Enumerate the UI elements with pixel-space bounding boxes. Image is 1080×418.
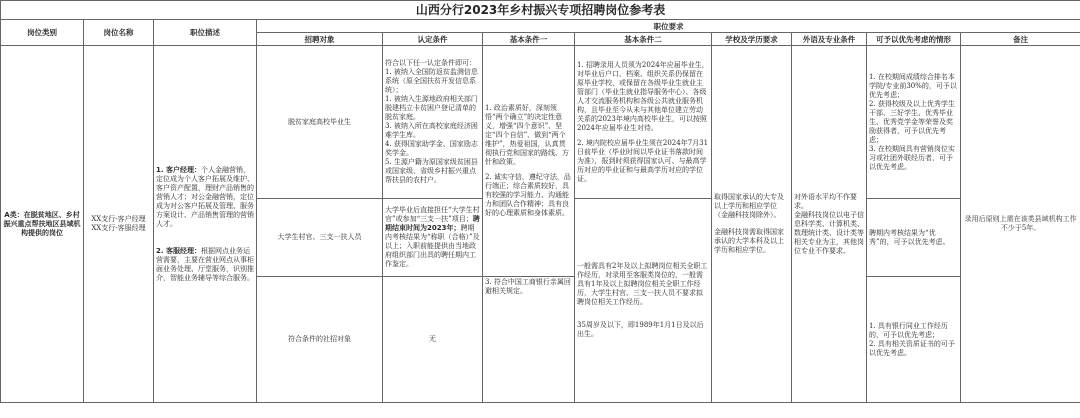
- position-name-cell: XX支行-客户经理 XX支行-客服经理: [84, 46, 154, 403]
- basic1-cell-3: 3. 符合中国工商银行亲属回避相关规定。: [483, 277, 575, 403]
- cert2-part-a: 大学毕业后直接担任“大学生村官”或参加“三支一扶”项目；: [385, 206, 480, 223]
- header-category: 岗位类别: [1, 20, 84, 46]
- category-cell: A类：在脱贫地区、乡村振兴重点帮扶地区县域机构提供的岗位: [1, 46, 84, 403]
- priority-cell-1: 1. 在校期间成绩综合排名本学院/专业前30%的，可予以优先考虑； 2. 获得校级及以上优秀学生干部、三好学生、优秀毕业生、优秀党学金等荣誉及奖励获得者，可予以优先考虑； 3. 在校期间具有营销岗位实习或社团外联经历者，可予以优先考虑。: [867, 46, 961, 199]
- basic2-item-1: 1. 招聘录用人员须为2024年应届毕业生，对毕业后户口、档案、组织关系仍保留在原毕业学校，或保留在各级毕业生就业主管部门（毕业生就业指导服务中心）、各级人才交流服务机构和各级公共就业服务机构，且毕业至今从未与其他单位建立劳动关系的2023年境内高校毕业生，可以按照2024年应届毕业生对待。: [577, 60, 709, 132]
- desc-title-2: 2. 客服经理：: [156, 246, 201, 255]
- cert2-part-b: 聘期结束时间为2023年；: [385, 215, 480, 232]
- header-school: 学校及学历要求: [712, 33, 792, 46]
- cert-cell-3: 无: [383, 277, 483, 403]
- header-target: 招聘对象: [257, 33, 383, 46]
- target-cell-2: 大学生村官、三支一扶人员: [257, 199, 383, 277]
- header-name: 岗位名称: [84, 20, 154, 46]
- cert-cell-1: 符合以下任一认定条件即可： 1. 被纳入全国防返贫监测信息系统（原全国扶贫开发信息系统）； 1. 被纳入生源地政府相关部门脱建档立卡贫困户登记清单的脱贫家庭。 3. 被纳入所在高校家庭经济困难学生库。 4. 获得国家助学金、国家励志奖学金。 5. 生源户籍为原国家级贫困县或国家级、省级乡村振兴重点帮扶县的农村户。: [383, 46, 483, 199]
- header-remark: 备注: [961, 33, 1080, 46]
- header-basic2: 基本条件二: [575, 33, 712, 46]
- basic1-item-2: 2. 诚实守信，遵纪守法，品行端正；综合素质较好，具有较强的学习能力、沟通能力和团队合作精神；具有良好的心理素质和身体素质。: [485, 173, 571, 217]
- school-item-1: 取得国家承认的大专及以上学历和相应学位（金融科技岗除外）。: [714, 193, 784, 219]
- basic2-item-4: 35周岁及以下，即1989年1月1日及以后出生。: [577, 321, 704, 338]
- desc-text-1: 个人金融营销，定位成为个人客户拓展及维护、客户资产配置，理财产品销售的营销人才；对公金融营销，定位成为对公客户拓展及管理、服务方案设计、产品销售管理的营销人才。: [156, 165, 254, 228]
- desc-text-2: 根据网点业务运营需要，主要在营业网点从事柜面业务处理、厅堂服务，识别推介，智能业务辅导等综合服务。: [156, 246, 254, 282]
- priority-cell-3: 1. 具有银行同业工作经历的，可予以优先考虑； 2. 具有相关资质证书的可予以优先考虑。: [867, 277, 961, 403]
- school-cell: [712, 46, 792, 403]
- header-lang: 外语及专业条件: [792, 33, 867, 46]
- header-desc: 职位描述: [154, 20, 257, 46]
- basic2-cell-1: [575, 46, 712, 199]
- header-priority: 可予以优先考虑的情形: [867, 33, 961, 46]
- desc-title-1: 1. 客户经理：: [156, 165, 201, 174]
- header-requirements: 职位要求: [257, 20, 1080, 33]
- target-cell-1: 脱贫家庭高校毕业生: [257, 46, 383, 199]
- header-basic1: 基本条件一: [483, 33, 575, 46]
- basic2-item-3: 一般需具有2年及以上拟聘岗位相关全职工作经历，对录用至客服类岗位的，一般需具有1年及以上拟聘岗位相关全职工作经历，大学生村官、三支一扶人员不要求拟聘岗位相关工作经历。: [577, 262, 708, 306]
- basic1-cell-1: [483, 46, 575, 277]
- basic1-item-1: 1. 政治素质好，深刻领悟“两个确立”的决定性意义，增强“四个意识”、坚定“四个自信”、做到“两个维护”，热爱祖国，认真贯彻执行党和国家的路线、方针和政策。: [485, 104, 569, 166]
- cert2-part-c: 聘期内考核结果为“称职（合格）”及以上；入职前能提供由当地政府组织部门出具的聘任期内工作鉴定。: [385, 224, 480, 268]
- remark-cell: 录用后原则上需在该类县域机构工作不少于5年。: [961, 46, 1080, 403]
- target-cell-3: 符合条件的社招对象: [257, 277, 383, 403]
- school-item-2: 金融科技岗需取得国家承认的大学本科及以上学历和相应学位。: [714, 228, 784, 254]
- basic2-item-2: 2. 境内院校应届毕业生须在2024年7月31日前毕业（毕业时间以毕业证书落款时间为准），报到时须获得国家认可、与最高学历对应的毕业证和与最高学历对应的学位证。: [577, 138, 709, 183]
- job-description-cell: [154, 46, 257, 403]
- priority-cell-2: 聘期内考核结果为“优秀”的，可予以优先考虑。: [867, 199, 961, 277]
- page-title: 山西分行2023年乡村振兴专项招聘岗位参考表: [1, 1, 1080, 20]
- cert-cell-2: [383, 199, 483, 277]
- language-cell: 对外语水平均不作要求。 金融科技岗位以电子信息科学类、计算机类、数理统计类、设计类等相关专业为主，其他岗位专业不作要求。: [792, 46, 867, 403]
- basic2-cell-2: [575, 199, 712, 403]
- header-cert: 认定条件: [383, 33, 483, 46]
